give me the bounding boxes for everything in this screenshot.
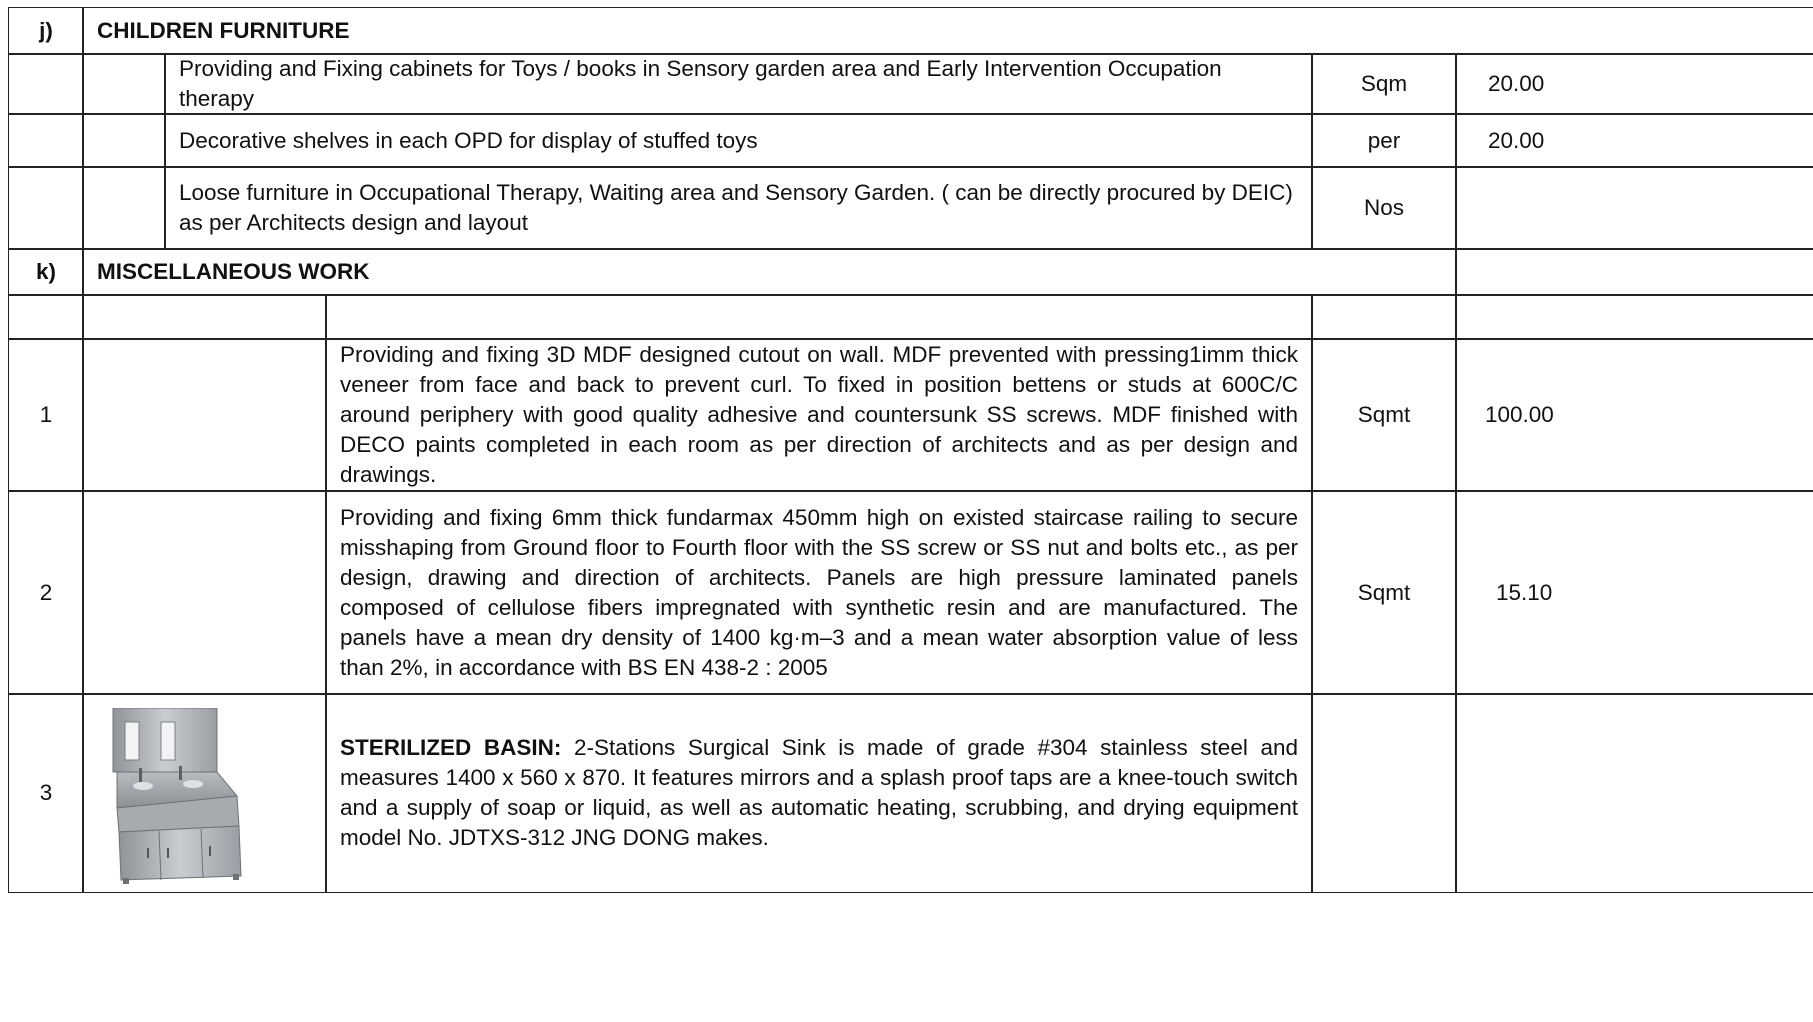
j-row-1-qty: 20.00	[1455, 53, 1813, 115]
k-row-2-qty: 15.10	[1455, 490, 1813, 695]
k-spacer-qty	[1455, 294, 1813, 340]
k-row-1-unit: Sqmt	[1311, 338, 1457, 492]
k-row-2-unit: Sqmt	[1311, 490, 1457, 695]
j-row-2-blank	[82, 113, 166, 168]
k-row-3-image-cell	[82, 693, 327, 893]
k-row-1-qty: 100.00	[1455, 338, 1813, 492]
k-row-2-image	[82, 490, 327, 695]
j-row-3-description: Loose furniture in Occupational Therapy, Waiting area and Sensory Garden. ( can be directly procured by DEIC) as per Architects design and layout	[164, 166, 1313, 250]
j-row-1-description: Providing and Fixing cabinets for Toys / books in Sensory garden area and Early Intervention Occupation therapy	[164, 53, 1313, 115]
k-row-1-image	[82, 338, 327, 492]
section-k-label: k)	[8, 248, 84, 296]
k-row-1-description: Providing and fixing 3D MDF designed cutout on wall. MDF prevented with pressing1imm thick veneer from face and back to prevent curl. To fixed in position bettens or studs at 600C/C around periphery with good quality adhesive and countersunk SS screws. MDF finished with DECO paints completed in each room as per direction of architects and as per design and drawings.	[340, 342, 1298, 487]
j-row-2-unit: per	[1311, 113, 1457, 168]
k-row-3-description	[326, 733, 1312, 853]
k-row-2-description: Providing and fixing 6mm thick fundarmax 450mm high on existed staircase railing to secure misshaping from Ground floor to Fourth floor with the SS screw or SS nut and bolts etc., as per design, drawing and direction of architects. Panels are high pressure laminated panels composed of cellulose fibers impregnated with synthetic resin and are manufactured. The panels have a mean dry density of 1400 kg·m–3 and a mean water absorption value of less than 2%, in accordance with BS EN 438-2 : 2005	[340, 504, 1298, 680]
k-spacer-no	[8, 294, 84, 340]
section-k-title: MISCELLANEOUS WORK	[82, 248, 1457, 296]
k-row-1-no: 1	[8, 338, 84, 492]
k-row-3-no: 3	[8, 693, 84, 893]
j-row-2-no	[8, 113, 84, 168]
k-row-2-description-cell	[325, 490, 1313, 695]
k-row-3-qty	[1455, 693, 1813, 893]
k-spacer-description	[325, 294, 1313, 340]
j-row-3-no	[8, 166, 84, 250]
k-row-1-description-cell	[325, 338, 1313, 492]
j-row-1-unit: Sqm	[1311, 53, 1457, 115]
k-row-3-unit	[1311, 693, 1457, 893]
j-row-1-no	[8, 53, 84, 115]
j-row-1-blank	[82, 53, 166, 115]
section-k-qty-blank	[1455, 248, 1813, 296]
k-row-2-no: 2	[8, 490, 84, 695]
j-row-3-unit: Nos	[1311, 166, 1457, 250]
k-row-3-description-text: 2-Stations Surgical Sink is made of grade #304 stainless steel and measures 1400 x 560 x 870. It features mirrors and a splash proof taps are a knee-touch switch and a supply of soap or liquid, as well as automatic heating, scrubbing, and drying equipment model No. JDTXS-312 JNG DONG makes.	[340, 735, 1298, 850]
section-j-label: j)	[8, 7, 84, 55]
j-row-3-blank	[82, 166, 166, 250]
surgical-sink-image	[109, 708, 245, 884]
k-spacer-unit	[1311, 294, 1457, 340]
k-spacer-image	[82, 294, 327, 340]
section-j-title: CHILDREN FURNITURE	[82, 7, 1813, 55]
j-row-2-qty: 20.00	[1455, 113, 1813, 168]
k-row-3-description-cell	[325, 693, 1313, 893]
k-row-3-description-heading: STERILIZED BASIN:	[340, 735, 562, 760]
j-row-2-description: Decorative shelves in each OPD for display of stuffed toys	[164, 113, 1313, 168]
j-row-3-qty	[1455, 166, 1813, 250]
